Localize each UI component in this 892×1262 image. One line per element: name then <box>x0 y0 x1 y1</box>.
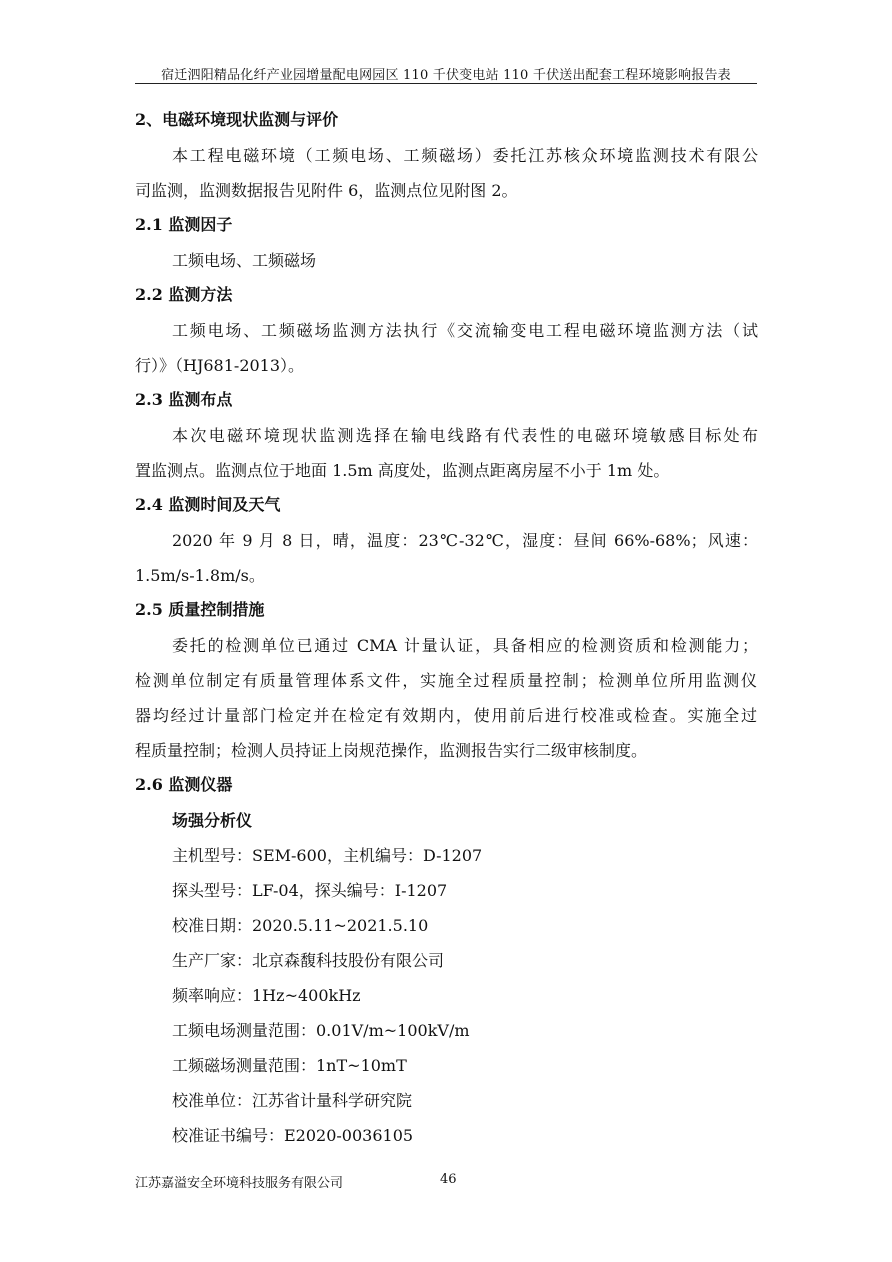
instrument-item: 工频电场测量范围：0.01V/m~100kV/m <box>172 1021 470 1040</box>
footer-company: 江苏嘉溢安全环境科技服务有限公司 <box>135 1176 344 1191</box>
paragraph-2-2-line-1: 工频电场、工频磁场监测方法执行《交流输变电工程电磁环境监测方法（试 <box>172 321 758 340</box>
intro-line-2: 司监测，监测数据报告见附件 6，监测点位见附图 2。 <box>135 181 518 200</box>
heading-2-1: 2.1 监测因子 <box>135 215 233 234</box>
paragraph-2-1: 工频电场、工频磁场 <box>172 251 317 270</box>
paragraph-2-4-line-2: 1.5m/s-1.8m/s。 <box>135 566 265 585</box>
heading-2-5: 2.5 质量控制措施 <box>135 600 265 619</box>
instrument-item: 生产厂家：北京森馥科技股份有限公司 <box>172 951 445 970</box>
paragraph-2-5-line-4: 程质量控制；检测人员持证上岗规范操作，监测报告实行二级审核制度。 <box>135 741 648 760</box>
paragraph-2-3-line-1: 本次电磁环境现状监测选择在输电线路有代表性的电磁环境敏感目标处布 <box>172 426 758 445</box>
instrument-item: 探头型号：LF-04，探头编号：I-1207 <box>172 881 448 900</box>
paragraph-2-5-line-1: 委托的检测单位已通过 CMA 计量认证，具备相应的检测资质和检测能力； <box>172 636 758 655</box>
instrument-name: 场强分析仪 <box>172 811 253 830</box>
instrument-item: 校准单位：江苏省计量科学研究院 <box>172 1091 413 1110</box>
heading-2-6: 2.6 监测仪器 <box>135 775 233 794</box>
section-title: 2、电磁环境现状监测与评价 <box>135 110 339 129</box>
instrument-item: 校准日期：2020.5.11~2021.5.10 <box>172 916 429 935</box>
page-number: 46 <box>440 1172 457 1187</box>
heading-2-3: 2.3 监测布点 <box>135 390 233 409</box>
intro-line-1: 本工程电磁环境（工频电场、工频磁场）委托江苏核众环境监测技术有限公 <box>172 146 758 165</box>
paragraph-2-3-line-2: 置监测点。监测点位于地面 1.5m 高度处，监测点距离房屋不小于 1m 处。 <box>135 461 670 480</box>
header-rule <box>135 83 757 84</box>
page-header: 宿迁泗阳精品化纤产业园增量配电网园区 110 千伏变电站 110 千伏送出配套工程环境影响报告表 <box>161 68 731 83</box>
paragraph-2-4-line-1: 2020 年 9 月 8 日，晴，温度：23℃-32℃，湿度：昼间 66%-68%；风速： <box>172 531 758 550</box>
heading-2-2: 2.2 监测方法 <box>135 285 233 304</box>
instrument-item: 工频磁场测量范围：1nT~10mT <box>172 1056 407 1075</box>
instrument-item: 校准证书编号：E2020-0036105 <box>172 1126 414 1145</box>
heading-2-4: 2.4 监测时间及天气 <box>135 495 281 514</box>
paragraph-2-5-line-3: 器均经过计量部门检定并在检定有效期内，使用前后进行校准或检查。实施全过 <box>135 706 757 725</box>
instrument-item: 频率响应：1Hz~400kHz <box>172 986 361 1005</box>
paragraph-2-2-line-2: 行）》（HJ681-2013）。 <box>135 356 305 375</box>
paragraph-2-5-line-2: 检测单位制定有质量管理体系文件，实施全过程质量控制；检测单位所用监测仪 <box>135 671 757 690</box>
instrument-item: 主机型号：SEM-600，主机编号：D-1207 <box>172 846 483 865</box>
